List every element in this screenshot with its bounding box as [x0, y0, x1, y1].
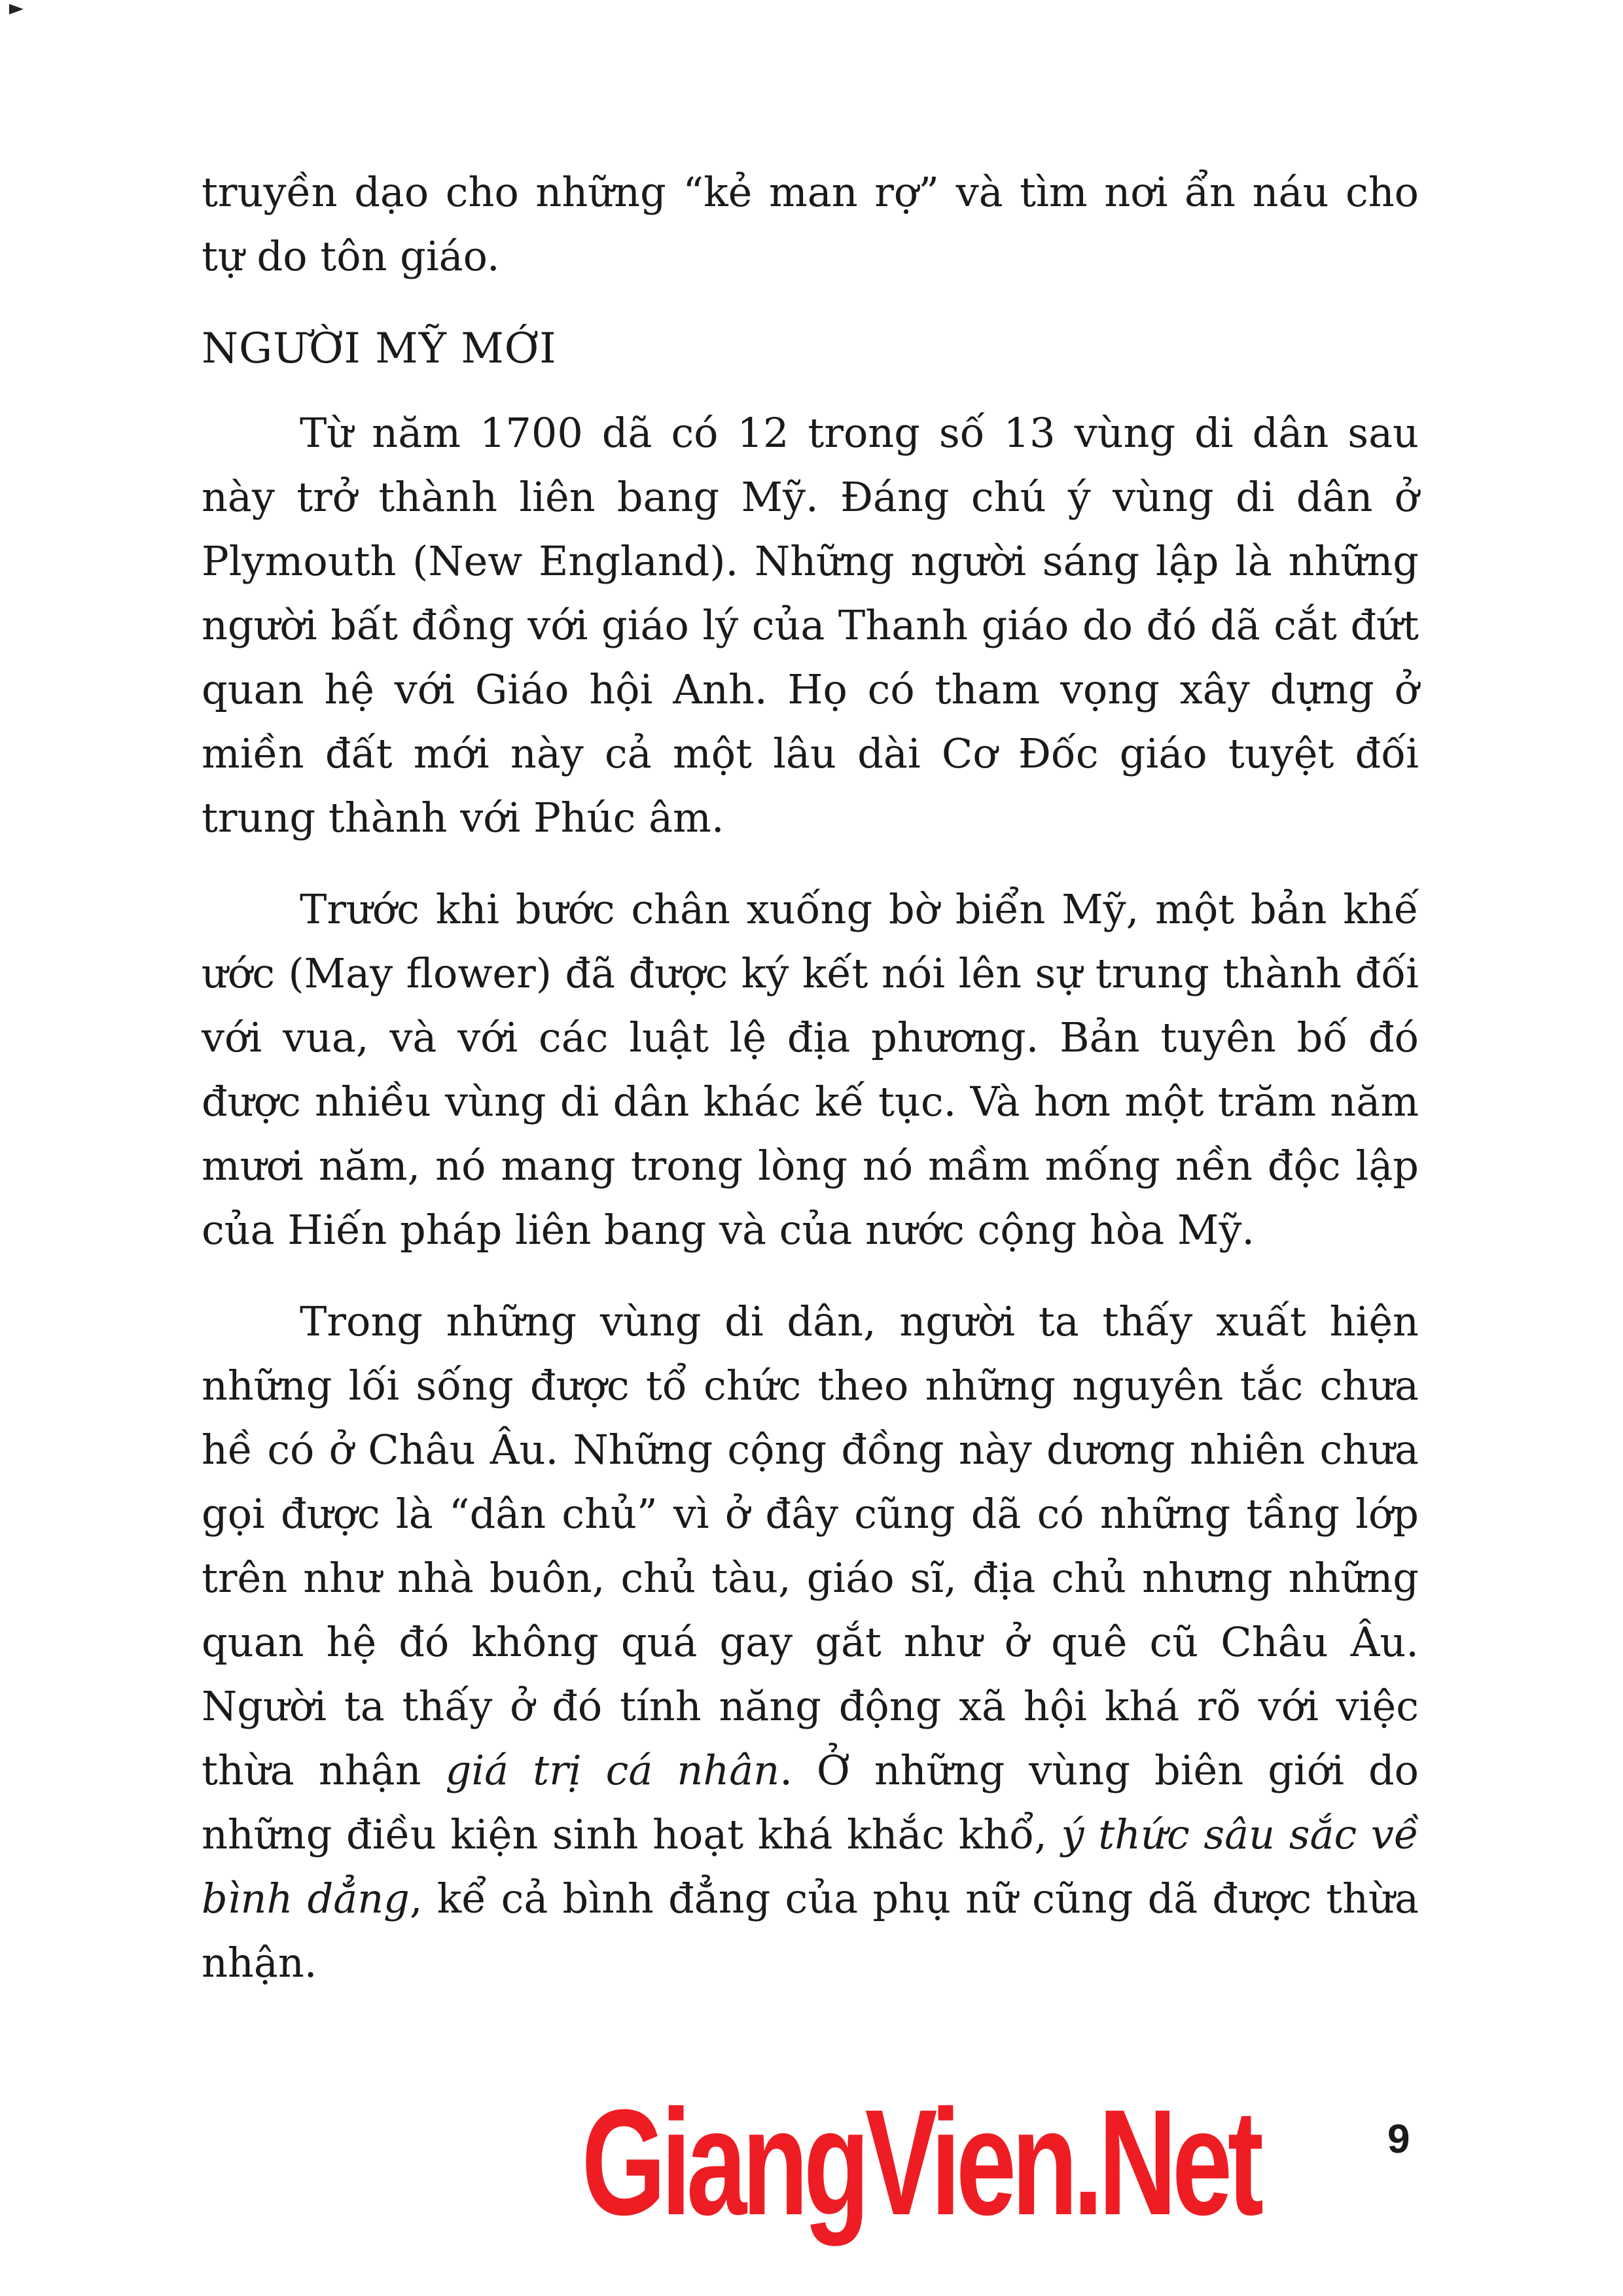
page-body — [202, 160, 1419, 2022]
italic-phrase-equality: ý thức sâu sắc về bình dẳng — [202, 1810, 1419, 1922]
paragraph-mayflower: Trước khi bước chân xuống bờ biển Mỹ, một bản khế ước (May flower) đã được ký kết nói lên sự trung thành đối với vua, và với các luật lệ địa phương. Bản tuyên bố đó được nhiều vùng di dân khác kế tục. Và hơn một trăm năm mươi năm, nó mang trong lòng nó mầm mống nền độc lập của Hiến pháp liên bang và của nước cộng hòa Mỹ. — [202, 885, 1419, 1254]
paragraph-plymouth: Từ năm 1700 dã có 12 trong số 13 vùng di dân sau này trở thành liên bang Mỹ. Đáng chú ý vùng di dân ở Plymouth (New England). Những người sáng lập là những người bất đồng với giáo lý của Thanh giáo do đó dã cắt đứt quan hệ với Giáo hội Anh. Họ có tham vọng xây dựng ở miền đất mới này cả một lâu dài Cơ Đốc giáo tuyệt đối trung thành với Phúc âm. — [202, 409, 1419, 841]
paragraph-colonies-text-3: , kể cả bình đẳng của phụ nữ cũng dã được thừa nhận. — [202, 1875, 1419, 1987]
italic-phrase-individual-value: giá trị cá nhân — [445, 1746, 780, 1794]
paragraph-colonies-text-2: . Ở những vùng biên giới do những điều kiện sinh hoạt khá khắc khổ, — [202, 1746, 1419, 1858]
continuation-paragraph: truyền dạo cho những “kẻ man rợ” và tìm nơi ẩn náu cho tự do tôn giáo. — [202, 168, 1419, 280]
corner-mark — [9, 4, 24, 14]
page-number: 9 — [1387, 2117, 1410, 2162]
paragraph-colonies — [202, 1290, 1419, 1995]
section-heading: NGƯỜI MỸ MỚI — [202, 325, 557, 373]
paragraph-colonies-text-1: Trong những vùng di dân, người ta thấy xuất hiện những lối sống được tổ chức theo những nguyên tắc chưa hề có ở Châu Âu. Những cộng đồng này dương nhiên chưa gọi được là “dân chủ” vì ở đây cũng dã có những tầng lớp trên như nhà buôn, chủ tàu, giáo sĩ, địa chủ nhưng những quan hệ đó không quá gay gắt như ở quê cũ Châu Âu. Người ta thấy ở đó tính năng động xã hội khá rõ với việc thừa nhận — [202, 1298, 1419, 1794]
watermark-logo: GiangVien.Net — [581, 2078, 1259, 2246]
